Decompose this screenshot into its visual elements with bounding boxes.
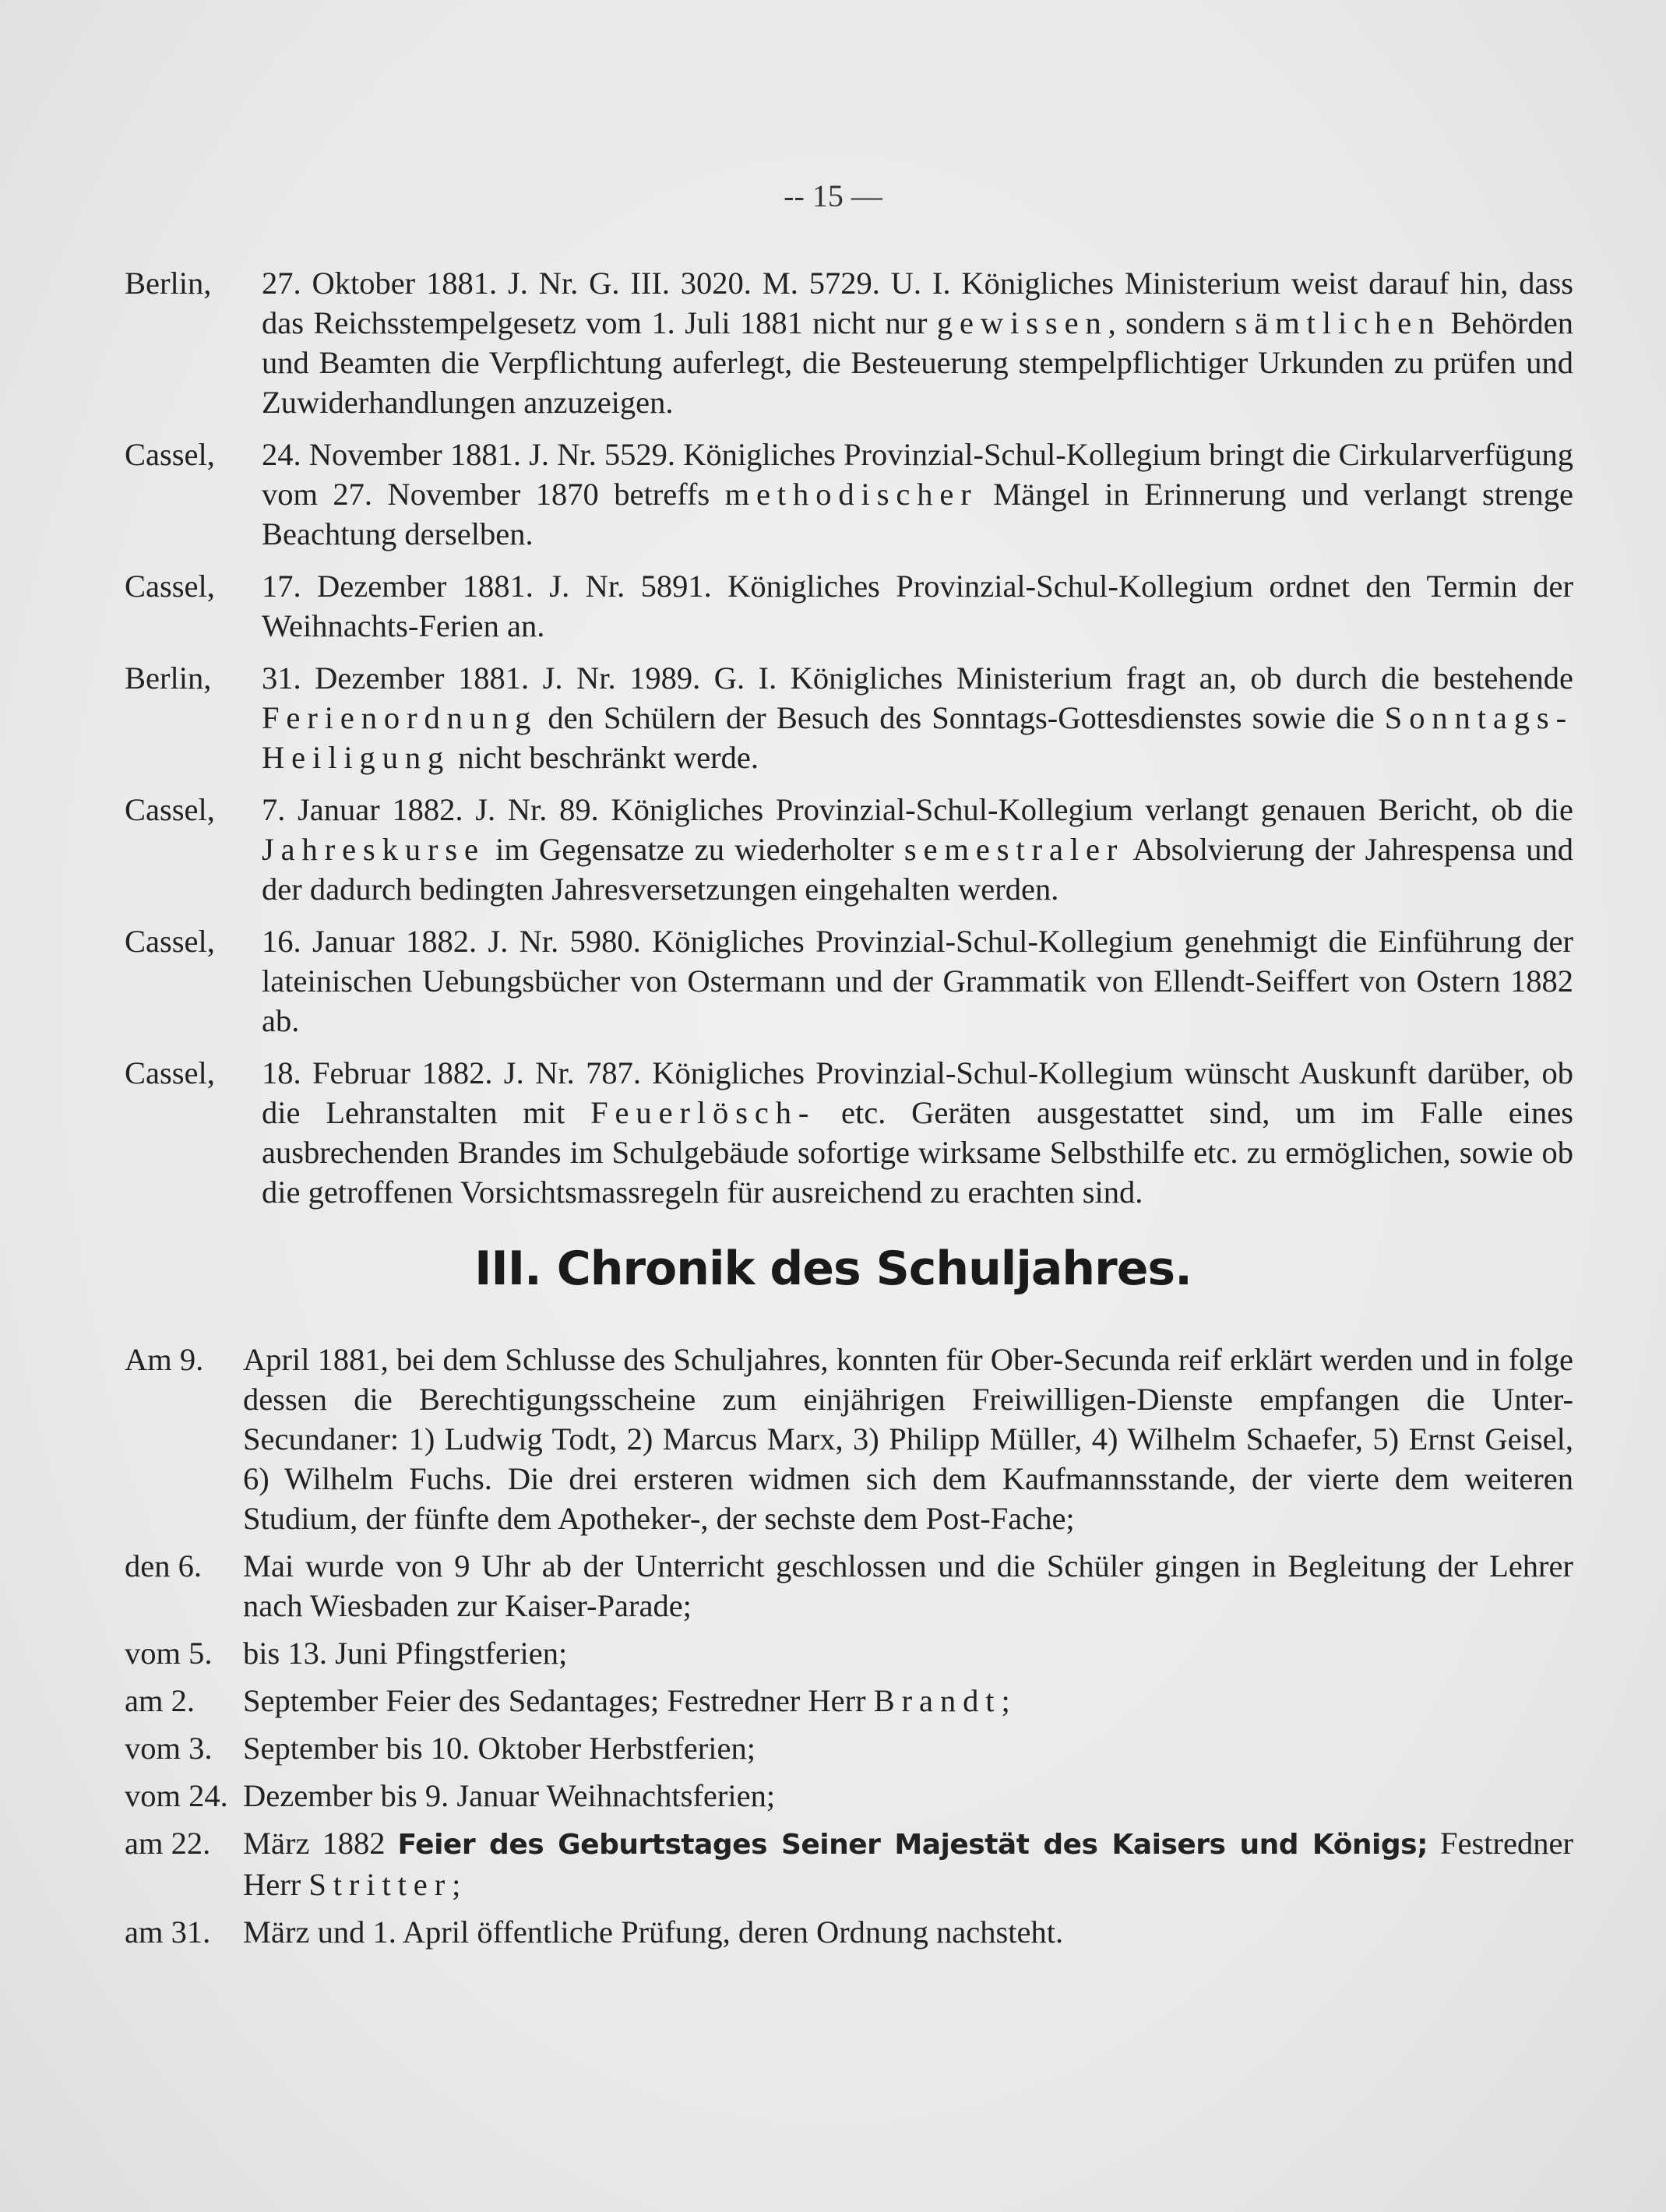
chronicle-date: vom 5. xyxy=(125,1636,213,1671)
text-segment: 18. Februar 1882. J. Nr. 787. Königliches Provinzial-Schul-Kollegium wünscht Auskunft darüber, ob die Lehranstalten mit xyxy=(262,1055,1573,1130)
text-segment: März und 1. April öffentliche Prüfung, deren Ordnung nachsteht. xyxy=(243,1914,1064,1950)
spaced-emphasis: Jahreskurse xyxy=(262,832,485,867)
chronicle-date: am 2. xyxy=(125,1683,195,1718)
text-segment: September bis 10. Oktober Herbstferien; xyxy=(243,1731,756,1766)
decree-place: Cassel, xyxy=(125,569,215,604)
decree-place: Berlin, xyxy=(125,266,212,301)
chronicle-text xyxy=(243,1546,1573,1626)
text-segment: den Schülern der Besuch des Sonntags-Gottesdienstes sowie die xyxy=(537,700,1385,735)
text-segment: etc. Geräten ausgestattet sind, um im Falle eines ausbrechenden Brandes im Schulgebäude sofortige wirksame Selbsthilfe etc. zu ermöglichen, sowie ob die getroffenen Vorsichtsmassregeln für ausreichend zu erachten sind. xyxy=(262,1095,1573,1210)
chronicle-date: Am 9. xyxy=(125,1342,204,1377)
decree-entry xyxy=(125,1053,1573,1212)
decree-text xyxy=(262,566,1573,646)
spaced-emphasis: gewissen xyxy=(936,305,1108,340)
chronicle-list xyxy=(125,1340,1573,1960)
chronicle-entry xyxy=(125,1681,1573,1721)
text-segment: 31. Dezember 1881. J. Nr. 1989. G. I. Königliches Ministerium fragt an, ob durch die bestehende xyxy=(262,660,1573,696)
text-segment: ; xyxy=(452,1867,461,1902)
spaced-emphasis: Brandt xyxy=(873,1683,1002,1718)
chronicle-entry xyxy=(125,1912,1573,1952)
spaced-emphasis: semestraler xyxy=(903,832,1125,867)
decree-place: Cassel, xyxy=(125,792,215,827)
text-segment: März 1882 xyxy=(243,1826,398,1861)
decree-text xyxy=(262,1053,1573,1212)
decree-entry xyxy=(125,263,1573,422)
chronicle-date: den 6. xyxy=(125,1548,202,1583)
text-segment: September Feier des Sedantages; Festredner Herr xyxy=(243,1683,874,1718)
decree-place: Cassel, xyxy=(125,437,215,472)
chronicle-text xyxy=(243,1633,1573,1673)
decree-place: Cassel, xyxy=(125,924,215,959)
decree-entry xyxy=(125,566,1573,646)
text-segment: Absolvierung der Jahrespensa und der dadurch bedingten Jahresversetzungen eingehalten werden. xyxy=(262,832,1573,907)
spaced-emphasis: Sonntags-Heiligung xyxy=(262,700,1573,775)
chronicle-date: vom 3. xyxy=(125,1731,213,1766)
text-segment: 7. Januar 1882. J. Nr. 89. Königliches Provinzial-Schul-Kollegium verlangt genauen Bericht, ob die xyxy=(262,792,1573,827)
section-heading: III. Chronik des Schuljahres. xyxy=(474,1242,1192,1296)
chronicle-entry xyxy=(125,1546,1573,1626)
decree-text xyxy=(262,658,1573,777)
decree-place: Cassel, xyxy=(125,1055,215,1090)
text-segment: , sondern xyxy=(1108,305,1235,340)
chronicle-entry xyxy=(125,1823,1573,1904)
chronicle-entry xyxy=(125,1340,1573,1538)
chronicle-text xyxy=(243,1728,1573,1768)
text-segment: 27. Oktober 1881. J. Nr. G. III. 3020. M. 5729. U. I. Königliches Ministerium weist darauf hin, dass das Reichsstempelgesetz vom 1. Juli 1881 nicht nur xyxy=(262,266,1573,340)
text-segment: Dezember bis 9. Januar Weihnachtsferien; xyxy=(243,1778,776,1813)
chronicle-text xyxy=(243,1823,1573,1904)
chronicle-text xyxy=(243,1681,1573,1721)
chronicle-entry xyxy=(125,1776,1573,1816)
bold-emphasis: Feier des Geburtstages Seiner Majestät des Kaisers und Königs; xyxy=(397,1829,1428,1861)
text-segment: 17. Dezember 1881. J. Nr. 5891. Königliches Provinzial-Schul-Kollegium ordnet den Termin der Weihnachts-Ferien an. xyxy=(262,569,1573,643)
decree-list xyxy=(125,263,1573,1224)
decree-entry xyxy=(125,790,1573,909)
text-segment: nicht beschränkt werde. xyxy=(450,740,759,775)
chronicle-date: am 22. xyxy=(125,1826,211,1861)
spaced-emphasis: Stritter xyxy=(308,1867,453,1902)
text-segment: Mai wurde von 9 Uhr ab der Unterricht geschlossen und die Schüler gingen in Begleitung der Lehrer nach Wiesbaden zur Kaiser-Parade; xyxy=(243,1548,1573,1623)
text-segment: Festredner Herr xyxy=(243,1826,1573,1902)
decree-place: Berlin, xyxy=(125,660,212,696)
chronicle-text xyxy=(243,1340,1573,1538)
decree-entry xyxy=(125,921,1573,1041)
text-segment: April 1881, bei dem Schlusse des Schuljahres, konnten für Ober-Secunda reif erklärt werden und in folge dessen die Berechtigungsscheine zum einjährigen Freiwilligen-Dienste empfangen die Unter-Secundaner: 1) Ludwig Todt, 2) Marcus Marx, 3) Philipp Müller, 4) Wilhelm Schaefer, 5) Ernst Geisel, 6) Wilhelm Fuchs. Die drei ersteren widmen sich dem Kaufmannsstande, der vierte dem weiteren Studium, der fünfte dem Apotheker-, der sechste dem Post-Fache; xyxy=(243,1342,1573,1536)
text-segment: im Gegensatze zu wiederholter xyxy=(484,832,904,867)
decree-text xyxy=(262,921,1573,1041)
decree-text xyxy=(262,263,1573,422)
decree-entry xyxy=(125,435,1573,554)
spaced-emphasis: sämtlichen xyxy=(1235,305,1442,340)
text-segment: Mängel in Erinnerung und verlangt strenge Beachtung derselben. xyxy=(262,477,1573,551)
decree-entry xyxy=(125,658,1573,777)
chronicle-text xyxy=(243,1776,1573,1816)
text-segment: bis 13. Juni Pfingstferien; xyxy=(243,1636,568,1671)
text-segment: 16. Januar 1882. J. Nr. 5980. Königliches Provinzial-Schul-Kollegium genehmigt die Einführung der lateinischen Uebungsbücher von Ostermann und der Grammatik von Ellendt-Seiffert von Ostern 1882 ab. xyxy=(262,924,1573,1038)
text-segment: ; xyxy=(1001,1683,1010,1718)
chronicle-entry xyxy=(125,1728,1573,1768)
text-segment: Behörden und Beamten die Verpflichtung auferlegt, die Besteuerung stempelpflichtiger Urkunden zu prüfen und Zuwiderhandlungen anzuzeigen. xyxy=(262,305,1573,420)
spaced-emphasis: Feuerlösch- xyxy=(590,1095,816,1130)
page-number: -- 15 — xyxy=(784,178,882,213)
chronicle-date: am 31. xyxy=(125,1914,211,1950)
chronicle-entry xyxy=(125,1633,1573,1673)
spaced-emphasis: Ferienordnung xyxy=(262,700,538,735)
spaced-emphasis: methodischer xyxy=(724,477,978,512)
text-segment: 24. November 1881. J. Nr. 5529. Königliches Provinzial-Schul-Kollegium bringt die Cirkularverfügung vom 27. November 1870 betreffs xyxy=(262,437,1573,512)
decree-text xyxy=(262,790,1573,909)
chronicle-date: vom 24. xyxy=(125,1778,228,1813)
chronicle-text xyxy=(243,1912,1573,1952)
decree-text xyxy=(262,435,1573,554)
